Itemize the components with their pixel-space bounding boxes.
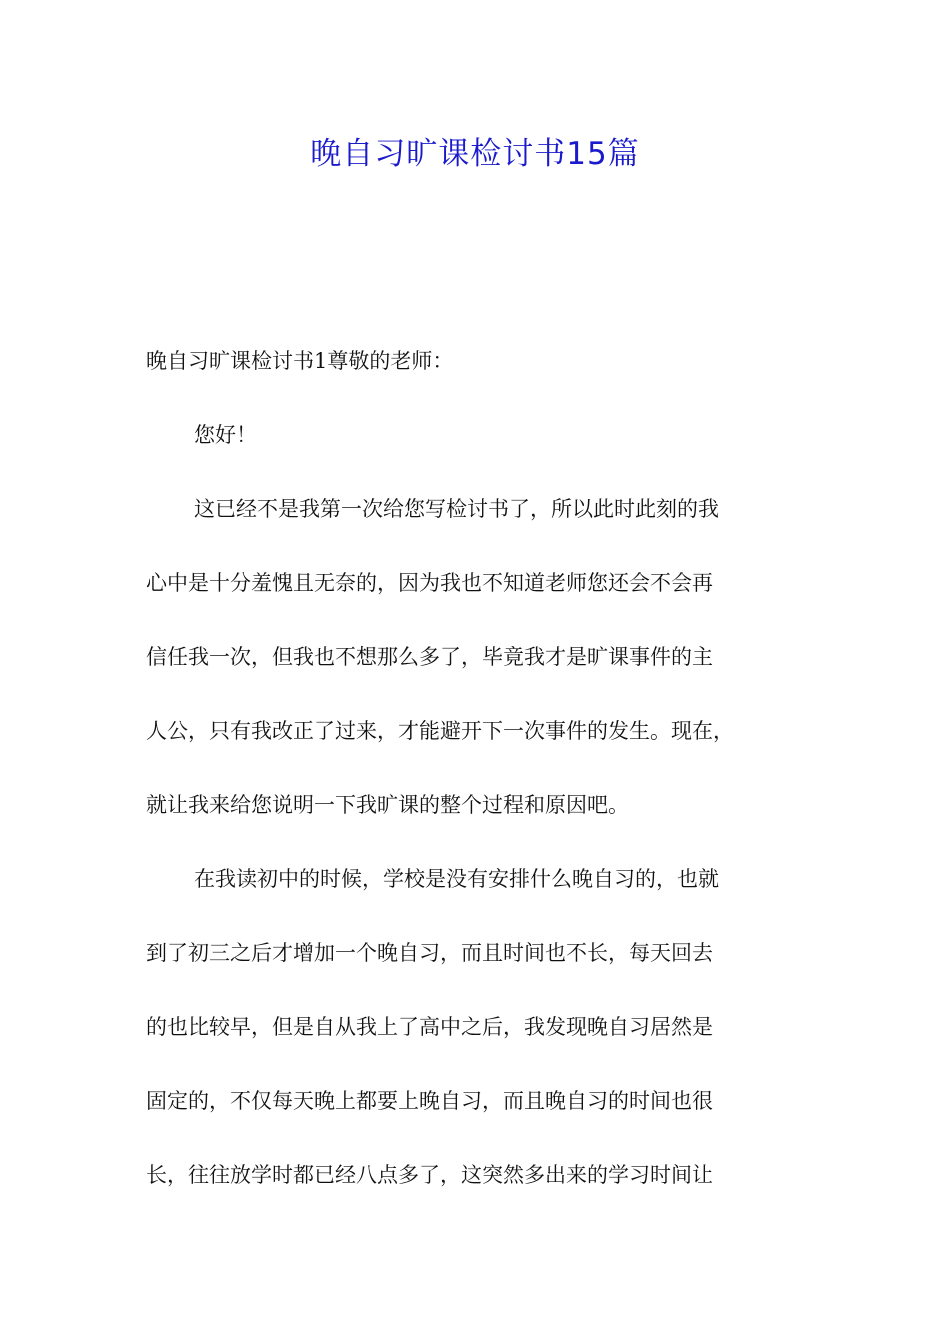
body-line: 信任我一次，但我也不想那么多了，毕竟我才是旷课事件的主 [146,645,713,669]
body-line: 固定的，不仅每天晚上都要上晚自习，而且晚自习的时间也很 [146,1089,713,1113]
body-line: 的也比较早，但是自从我上了高中之后，我发现晚自习居然是 [146,1015,713,1039]
greeting-line: 您好！ [194,423,257,447]
body-line: 这已经不是我第一次给您写检讨书了，所以此时此刻的我 [194,497,719,521]
document-title: 晚自习旷课检讨书15篇 [310,136,640,172]
body-line: 在我读初中的时候，学校是没有安排什么晚自习的，也就 [194,867,719,891]
body-line: 到了初三之后才增加一个晚自习，而且时间也不长，每天回去 [146,941,713,965]
body-line: 人公，只有我改正了过来，才能避开下一次事件的发生。现在， [146,719,734,743]
body-line: 就让我来给您说明一下我旷课的整个过程和原因吧。 [146,793,629,817]
body-line: 心中是十分羞愧且无奈的，因为我也不知道老师您还会不会再 [146,571,713,595]
opening-line: 晚自习旷课检讨书1尊敬的老师： [146,349,454,373]
body-line: 长，往往放学时都已经八点多了，这突然多出来的学习时间让 [146,1163,713,1187]
